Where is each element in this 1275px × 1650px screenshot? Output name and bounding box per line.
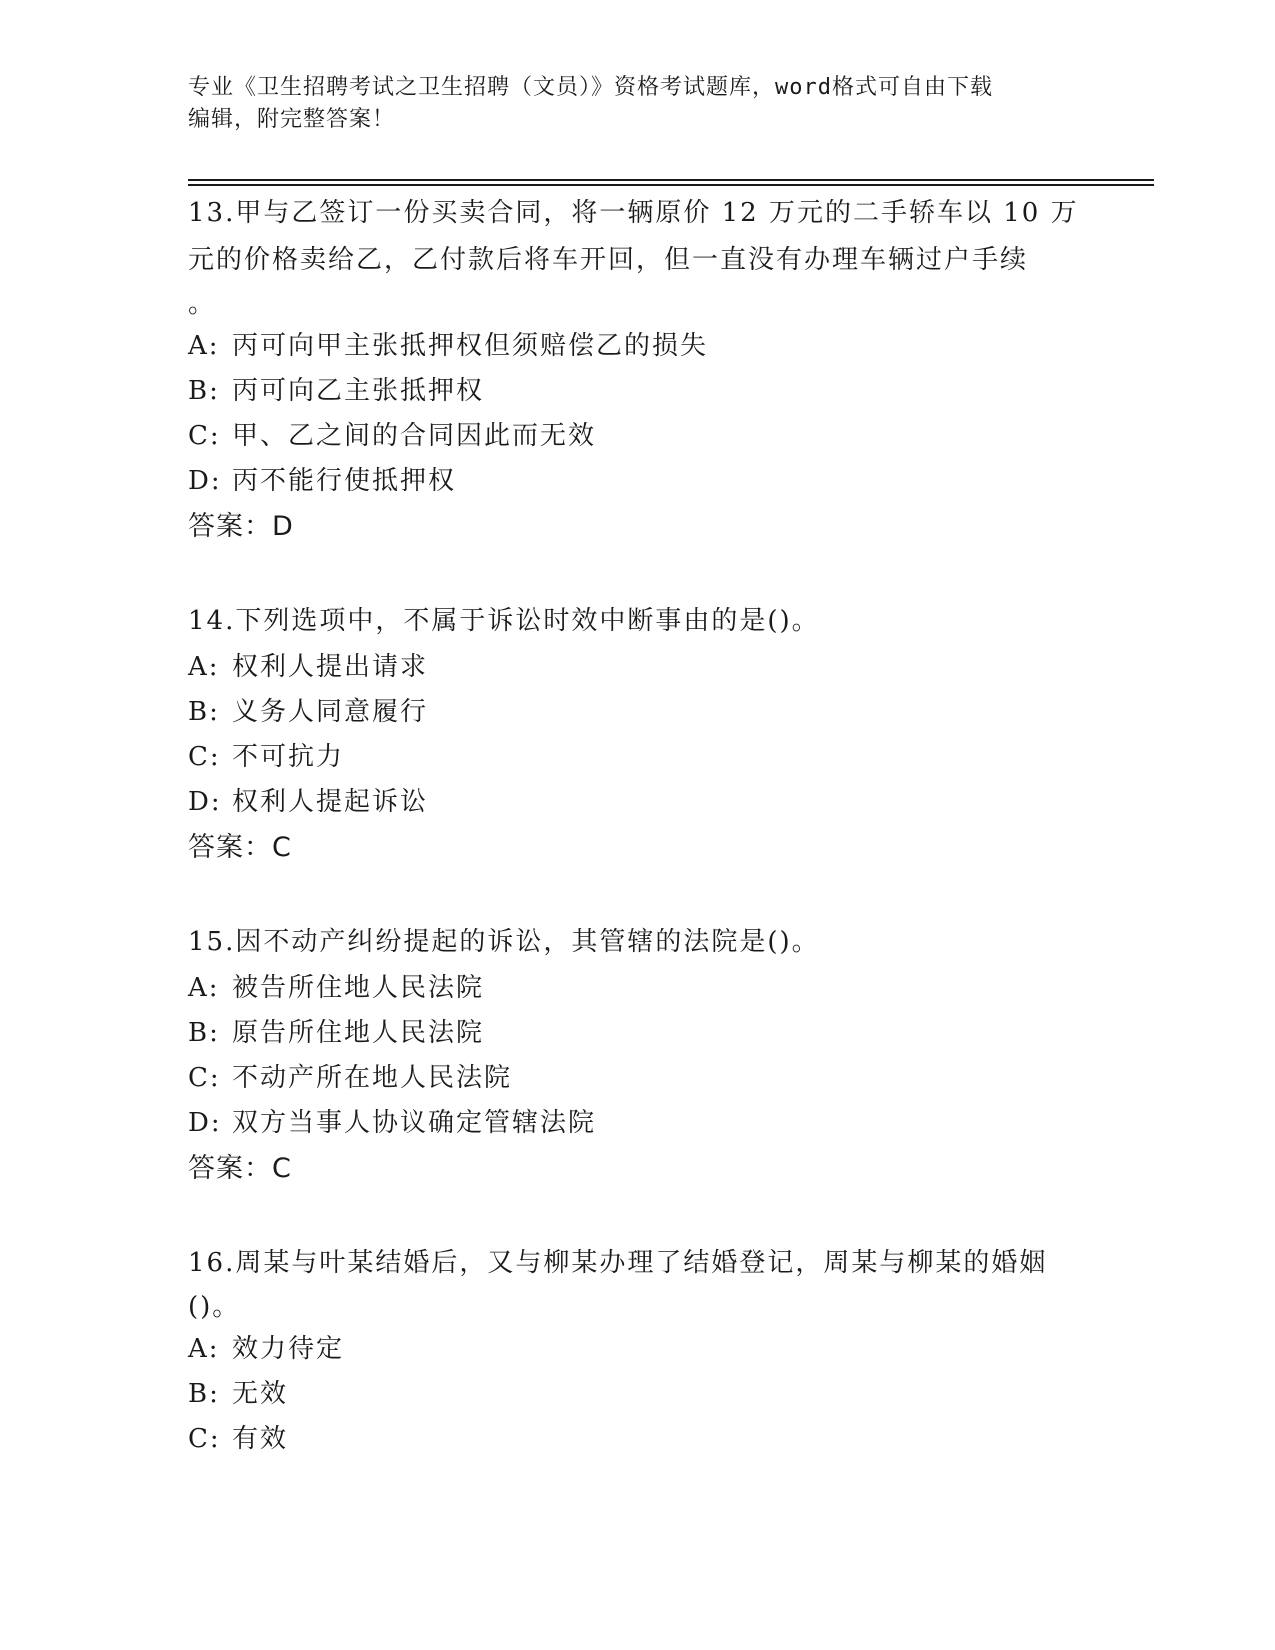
option-text: 双方当事人协议确定管辖法院 (232, 1108, 597, 1138)
question-16-text-line-1: 16.周某与叶某结婚后，又与柳某办理了结婚登记，周某与柳某的婚姻 (188, 1248, 1048, 1278)
option-label: B: (188, 697, 220, 727)
question-13-option-b (188, 369, 1088, 414)
option-text: 不动产所在地人民法院 (232, 1063, 513, 1093)
question-14-answer: 答案：C (188, 832, 292, 863)
option-text: 权利人提出请求 (232, 652, 429, 682)
option-text: 权利人提起诉讼 (232, 787, 429, 817)
question-15-answer: 答案：C (188, 1153, 292, 1184)
option-text: 无效 (232, 1379, 289, 1409)
option-label: A: (188, 652, 220, 682)
header-line-2: 编辑，附完整答案！ (188, 107, 396, 132)
question-15-option-b (188, 1011, 1088, 1056)
option-text: 甲、乙之间的合同因此而无效 (232, 421, 597, 451)
option-label: A: (188, 331, 220, 361)
option-label: D: (188, 1108, 222, 1138)
question-list (188, 190, 1088, 1462)
question-14-option-b (188, 690, 1088, 735)
question-13-text-line-3: 。 (188, 289, 217, 319)
question-14-option-c (188, 735, 1088, 780)
option-label: D: (188, 466, 222, 496)
option-text: 义务人同意履行 (232, 697, 429, 727)
question-13-answer: 答案：D (188, 511, 294, 542)
option-text: 有效 (232, 1424, 289, 1454)
question-16-text-line-2: ()。 (188, 1292, 241, 1322)
question-15-option-d (188, 1101, 1088, 1146)
question-16-option-c (188, 1417, 1088, 1462)
document-header (188, 72, 1068, 136)
option-label: D: (188, 787, 222, 817)
option-label: B: (188, 376, 220, 406)
option-text: 效力待定 (232, 1334, 345, 1364)
question-13-text-line-2: 元的价格卖给乙，乙付款后将车开回，但一直没有办理车辆过户手续 (188, 245, 1029, 275)
question-13 (188, 190, 1088, 550)
option-text: 丙不能行使抵押权 (232, 466, 457, 496)
option-text: 丙可向乙主张抵押权 (232, 376, 485, 406)
header-line-1: 专业《卫生招聘考试之卫生招聘（文员）》资格考试题库，word格式可自由下载 (188, 75, 993, 100)
option-label: A: (188, 1334, 220, 1364)
header-divider-bottom (188, 184, 1154, 186)
option-text: 被告所住地人民法院 (232, 973, 485, 1003)
option-label: B: (188, 1379, 220, 1409)
question-13-text-line-1: 13.甲与乙签订一份买卖合同，将一辆原价 12 万元的二手轿车以 10 万 (188, 198, 1079, 228)
option-label: C: (188, 421, 221, 451)
option-text: 丙可向甲主张抵押权但须赔偿乙的损失 (232, 331, 709, 361)
question-15-option-a (188, 966, 1088, 1011)
question-16 (188, 1240, 1088, 1462)
question-16-option-b (188, 1372, 1088, 1417)
question-14-option-a (188, 645, 1088, 690)
question-16-option-a (188, 1327, 1088, 1372)
question-14-text-line-1: 14.下列选项中，不属于诉讼时效中断事由的是()。 (188, 606, 820, 636)
question-15 (188, 919, 1088, 1192)
option-label: C: (188, 742, 221, 772)
header-divider-top (188, 179, 1154, 181)
option-label: B: (188, 1018, 220, 1048)
option-label: A: (188, 973, 220, 1003)
option-text: 原告所住地人民法院 (232, 1018, 485, 1048)
option-text: 不可抗力 (232, 742, 345, 772)
question-14-option-d (188, 780, 1088, 825)
question-15-option-c (188, 1056, 1088, 1101)
option-label: C: (188, 1424, 221, 1454)
question-13-option-d (188, 459, 1088, 504)
question-13-option-c (188, 414, 1088, 459)
option-label: C: (188, 1063, 221, 1093)
question-15-text-line-1: 15.因不动产纠纷提起的诉讼，其管辖的法院是()。 (188, 927, 820, 957)
question-14 (188, 598, 1088, 871)
question-13-option-a (188, 324, 1088, 369)
